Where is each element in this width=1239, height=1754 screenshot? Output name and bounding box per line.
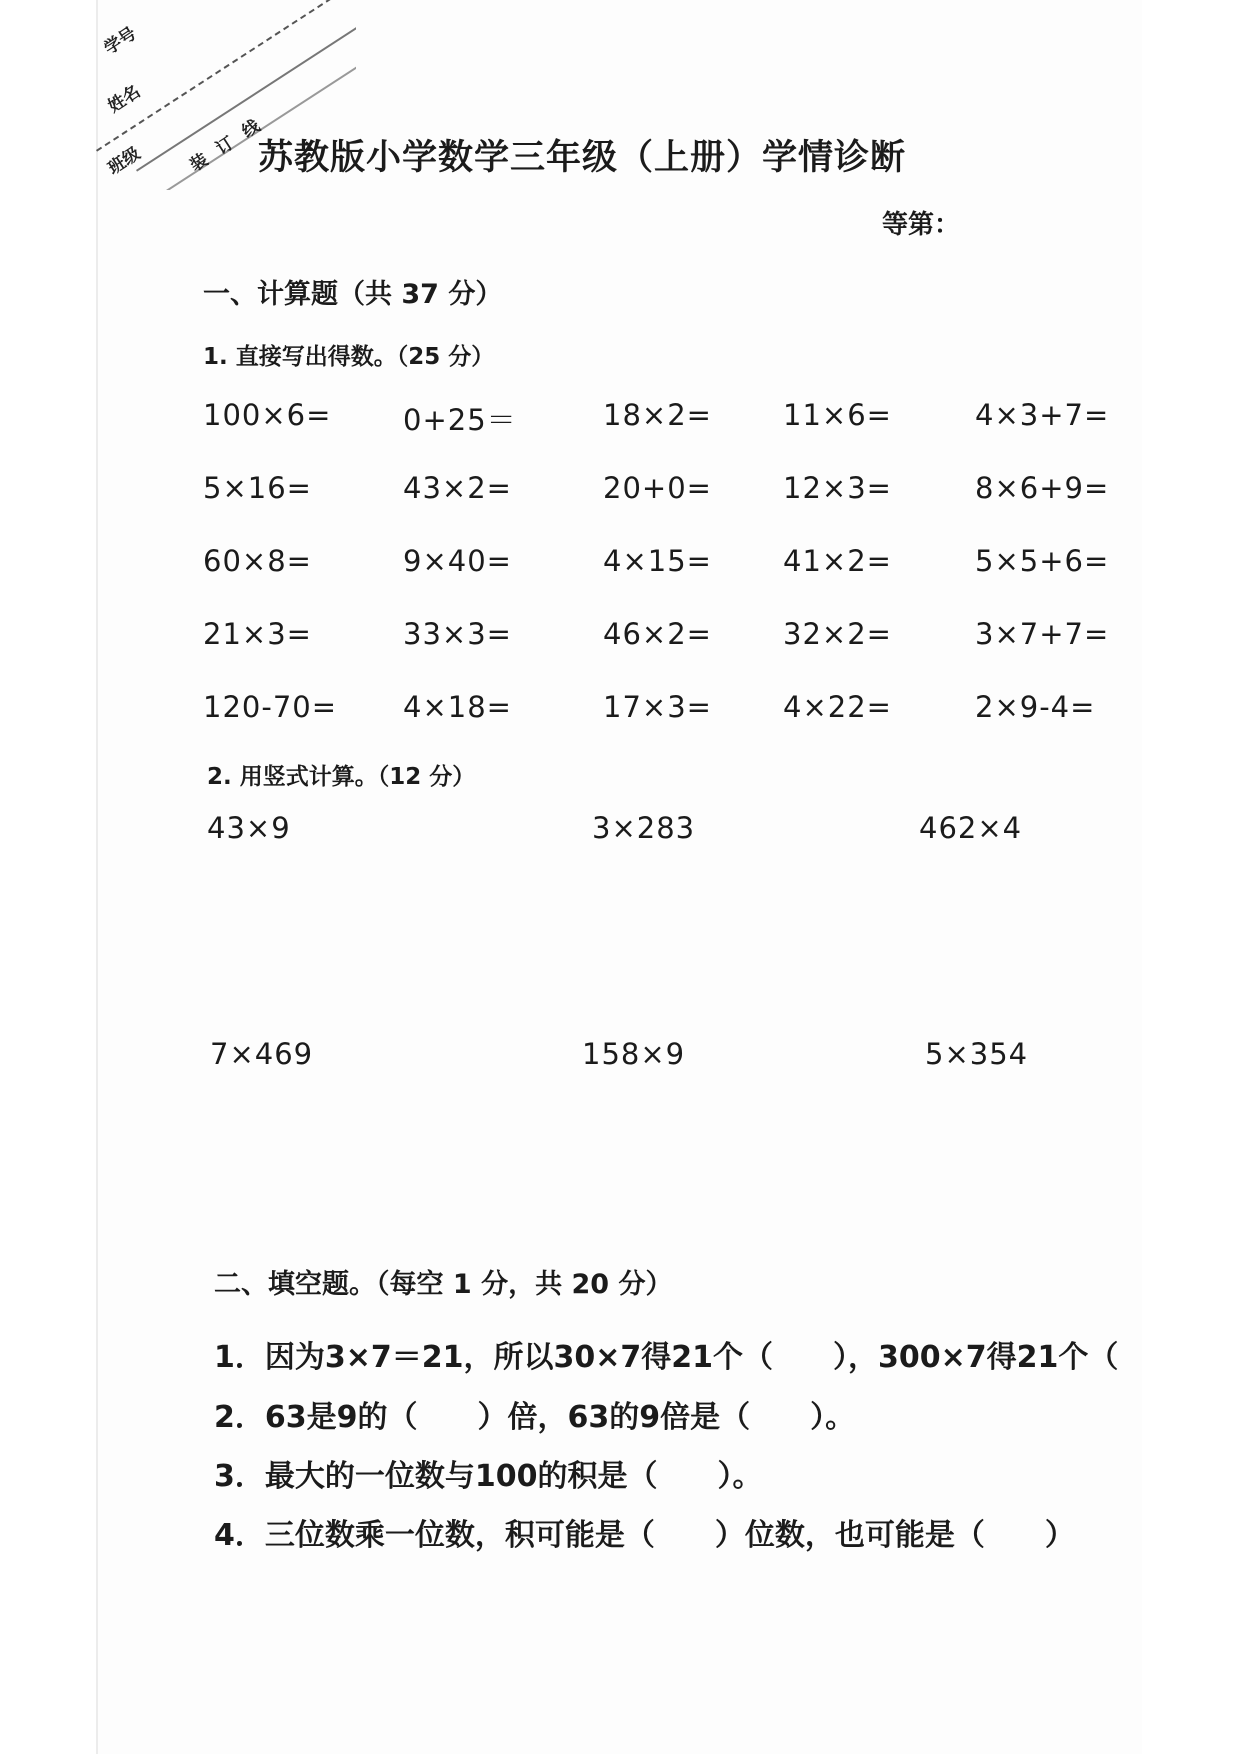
oral-row xyxy=(203,544,1110,617)
oral-problem: 2×9-4= xyxy=(975,690,1096,724)
part-1-title: 1. 直接写出得数。（25 分） xyxy=(203,344,495,370)
vertical-problem: 43×9 xyxy=(207,811,291,845)
oral-problem: 33×3= xyxy=(403,617,512,651)
oral-problem: 12×3= xyxy=(783,471,892,505)
oral-problem: 4×3+7= xyxy=(975,398,1110,432)
oral-row xyxy=(203,690,1103,763)
oral-problem: 21×3= xyxy=(203,617,312,651)
fill-blank-item: 3．最大的一位数与100的积是（ ）。 xyxy=(214,1459,763,1494)
fill-blank-item: 1．因为3×7＝21，所以30×7得21个（ ），300×7得21个（ xyxy=(214,1340,1119,1375)
paper-edge xyxy=(96,0,98,1754)
vertical-problem: 3×283 xyxy=(592,811,696,845)
oral-problem: 0+25＝ xyxy=(403,403,517,437)
oral-problem: 20+0= xyxy=(603,471,712,505)
oral-row xyxy=(203,398,1110,471)
oral-problem: 9×40= xyxy=(403,544,512,578)
oral-problem: 4×18= xyxy=(403,690,512,724)
fill-blank-item: 2．63是9的（ ）倍，63的9倍是（ ）。 xyxy=(214,1400,856,1435)
vertical-calc-row xyxy=(207,811,1107,851)
oral-problem: 43×2= xyxy=(403,471,512,505)
oral-problem: 18×2= xyxy=(603,398,712,432)
oral-problem: 8×6+9= xyxy=(975,471,1110,505)
vertical-problem: 462×4 xyxy=(919,811,1023,845)
oral-problem: 46×2= xyxy=(603,617,712,651)
fill-blank-item: 4．三位数乘一位数，积可能是（ ）位数，也可能是（ ） xyxy=(214,1518,1075,1553)
section-2-heading: 二、填空题。（每空 1 分，共 20 分） xyxy=(214,1269,673,1300)
oral-problem: 17×3= xyxy=(603,690,712,724)
grade-label: 等第： xyxy=(882,210,961,240)
class-label: 班级 xyxy=(104,143,145,179)
oral-calculation-grid xyxy=(203,398,1110,763)
oral-problem: 5×5+6= xyxy=(975,544,1110,578)
oral-problem: 120-70= xyxy=(203,690,338,724)
oral-row xyxy=(203,471,1110,544)
page-title: 苏教版小学数学三年级（上册）学情诊断 xyxy=(258,138,907,178)
vertical-problem: 158×9 xyxy=(582,1037,686,1071)
oral-problem: 5×16= xyxy=(203,471,312,505)
oral-problem: 100×6= xyxy=(203,398,332,432)
oral-problem: 4×22= xyxy=(783,690,892,724)
oral-problem: 32×2= xyxy=(783,617,892,651)
binding-line-label: 装订线 xyxy=(186,108,276,176)
vertical-problem: 7×469 xyxy=(210,1037,314,1071)
student-number-label: 学号 xyxy=(100,23,141,59)
oral-problem: 4×15= xyxy=(603,544,712,578)
part-2-title: 2. 用竖式计算。（12 分） xyxy=(207,764,476,790)
oral-row xyxy=(203,617,1110,690)
vertical-calc-row xyxy=(207,1037,1107,1077)
oral-problem: 41×2= xyxy=(783,544,892,578)
name-label: 姓名 xyxy=(104,81,145,117)
oral-problem: 60×8= xyxy=(203,544,312,578)
vertical-problem: 5×354 xyxy=(925,1037,1029,1071)
section-1-heading: 一、计算题（共 37 分） xyxy=(203,279,503,310)
oral-problem: 3×7+7= xyxy=(975,617,1110,651)
oral-problem: 11×6= xyxy=(783,398,892,432)
